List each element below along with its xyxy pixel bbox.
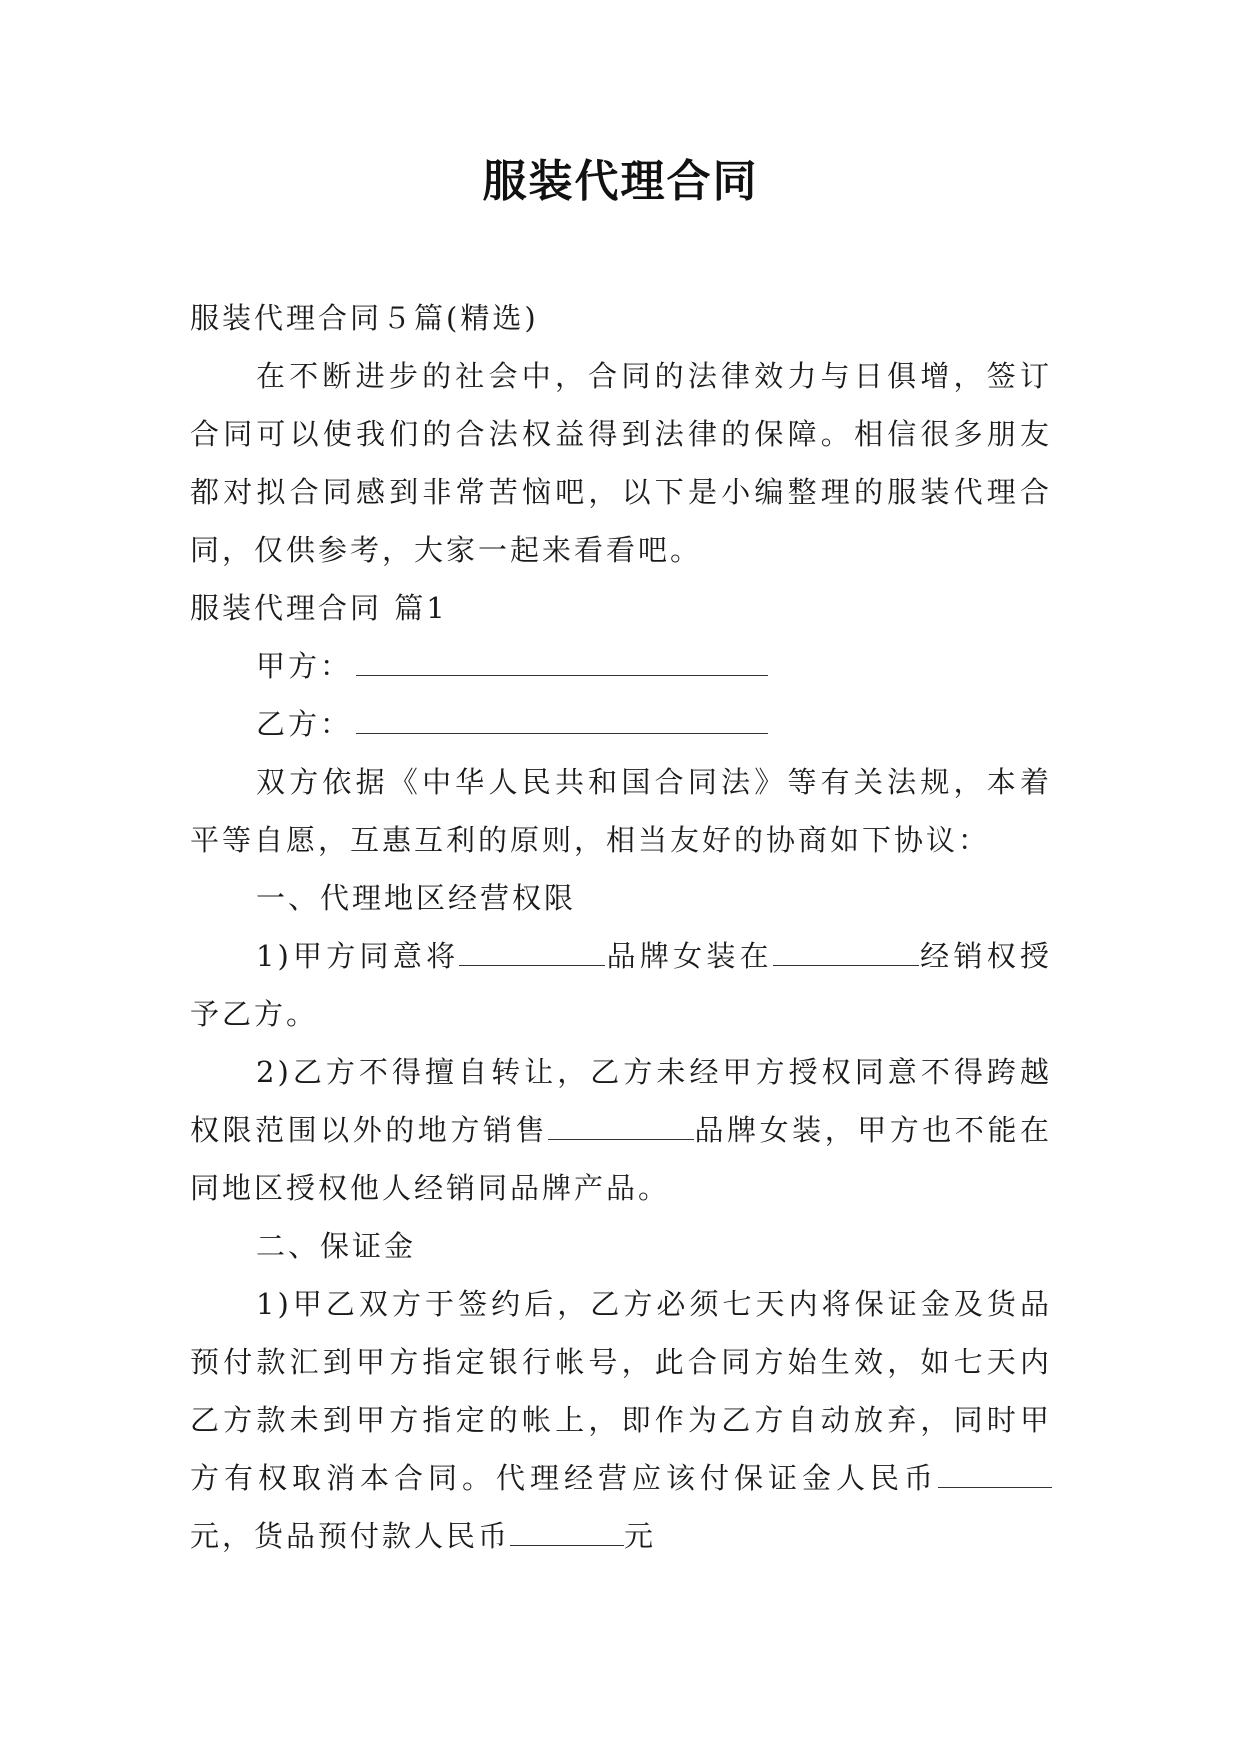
clause-1-2: [190, 1043, 1052, 1217]
clause-1-2-prefix: 2)乙方不得擅自转让，乙方未经甲方授权同意不得跨越权限范围以外的地方销售: [190, 1055, 1052, 1147]
heading-deposit: 二、保证金: [256, 1229, 417, 1263]
subtitle: 服装代理合同５篇(精选): [190, 301, 539, 335]
brand-blank: [459, 939, 605, 966]
clause-2-1-suffix: 元: [624, 1519, 657, 1553]
party-b-label: 乙方：: [256, 707, 353, 741]
document-title: 服装代理合同: [482, 156, 759, 207]
party-b-line: [190, 695, 1052, 753]
region-blank: [773, 939, 919, 966]
clause-1-1-suffix: 经销权授予乙方。: [190, 939, 1052, 1031]
party-a-label: 甲方：: [256, 649, 353, 683]
heading-agency-scope: 一、代理地区经营权限: [256, 881, 577, 915]
preamble-paragraph: 双方依据《中华人民共和国合同法》等有关法规，本着平等自愿，互惠互利的原则，相当友好的协商如下协议：: [190, 765, 1052, 857]
clause-1-1: [190, 927, 1052, 1043]
clause-1-1-prefix: 1)甲方同意将: [256, 939, 460, 973]
party-a-blank: [356, 649, 768, 676]
intro-paragraph: 在不断进步的社会中，合同的法律效力与日俱增，签订合同可以使我们的合法权益得到法律的保障。相信很多朋友都对拟合同感到非常苦恼吧，以下是小编整理的服装代理合同，仅供参考，大家一起来看看吧。: [190, 359, 1052, 567]
document-body: [190, 289, 1052, 1565]
party-b-blank: [356, 707, 768, 734]
brand-blank-2: [548, 1113, 694, 1140]
party-a-line: [190, 637, 1052, 695]
clause-2-1-prefix: 1)甲乙双方于签约后，乙方必须七天内将保证金及货品预付款汇到甲方指定银行帐号，此合同方始生效，如七天内乙方款未到甲方指定的帐上，即作为乙方自动放弃，同时甲方有权取消本合同。代理经营应该付保证金人民币: [190, 1287, 1052, 1495]
prepayment-amount-blank: [510, 1519, 624, 1546]
clause-2-1: [190, 1275, 1052, 1565]
clause-2-1-middle: 元，货品预付款人民币: [190, 1519, 511, 1553]
section-heading: 服装代理合同 篇1: [190, 591, 448, 625]
deposit-amount-blank: [938, 1461, 1052, 1488]
clause-1-1-middle: 品牌女装在: [605, 939, 773, 973]
clause-1-2-suffix: 品牌女装，甲方也不能在同地区授权他人经销同品牌产品。: [190, 1113, 1052, 1205]
